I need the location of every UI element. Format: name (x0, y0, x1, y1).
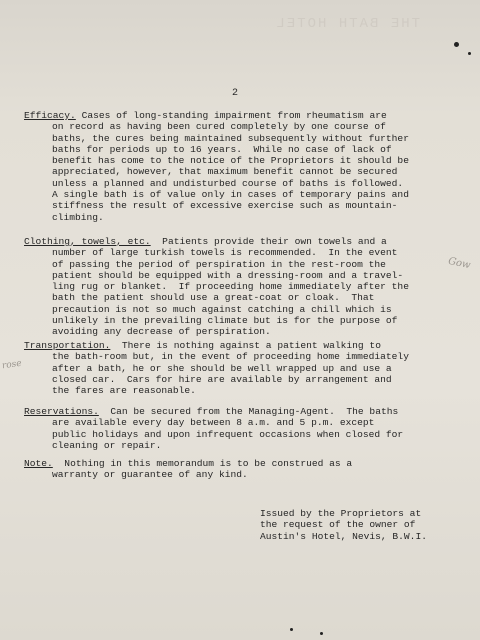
section-efficacy (24, 110, 456, 223)
section-heading: Efficacy. (24, 110, 76, 121)
section-first-line: Patients provide their own towels and a (150, 236, 387, 247)
section-heading: Reservations. (24, 406, 99, 417)
section-first-line: Nothing in this memorandum is to be construed as a (52, 458, 353, 469)
punch-mark (320, 632, 323, 635)
section-first-line: Can be secured from the Managing-Agent. The baths (98, 406, 399, 417)
section-body: the bath-room but, in the event of proceeding home immediately after a bath, he or she should be well wrapped up and use a closed car. Cars for hire are available by arrangement and the fares are reasonable. (52, 351, 409, 397)
section-first-line: There is nothing against a patient walking to (110, 340, 381, 351)
issuer-signature-block: Issued by the Proprietors at the request of the owner of Austin's Hotel, Nevis, B.W.I. (260, 508, 427, 542)
margin-pencil-note: rose (1, 358, 23, 372)
punch-mark (290, 628, 293, 631)
section-heading: Clothing, towels, etc. (24, 236, 151, 247)
section-heading: Note. (24, 458, 53, 469)
punch-mark (454, 42, 459, 47)
punch-mark (468, 52, 471, 55)
section-body: on record as having been cured completely by one course of baths, the cures being maintained subsequently without further baths for periods up to 16 years. While no case of lack of benefit has come to the notice of the Proprietors it should be appreciated, however, that maximum benefit cannot be secured unless a planned and undisturbed course of baths is followed. A single bath is of value only in cases of temporary pains and stiffness the result of excessive exercise such as mountain- climbing. (52, 121, 409, 223)
section-body: warranty or guarantee of any kind. (52, 469, 248, 481)
margin-pencil-note: Gow (447, 255, 472, 272)
section-note (24, 458, 456, 481)
section-clothing (24, 236, 456, 338)
section-reservations (24, 406, 456, 451)
bleed-through-text: THE BATH HOTEL (274, 16, 420, 32)
section-first-line: Cases of long-standing impairment from rheumatism are (75, 110, 387, 121)
section-body: number of large turkish towels is recommended. In the event of passing the period of perspiration in the rest-room the patient should be equipped with a dressing-room and a travel- ling rug or blanket. If proceeding home immediately after the bath the patient should use a great-coat or cloak. That precaution is not so much against catching a chill which is unlikely in the prevailing climate but is for the purpose of avoiding any decrease of perspiration. (52, 247, 409, 338)
page-number: 2 (232, 88, 239, 99)
section-heading: Transportation. (24, 340, 111, 351)
section-body: are available every day between 8 a.m. and 5 p.m. except public holidays and upon infrequent occasions when closed for cleaning or repair. (52, 417, 404, 451)
section-transportation (24, 340, 456, 396)
